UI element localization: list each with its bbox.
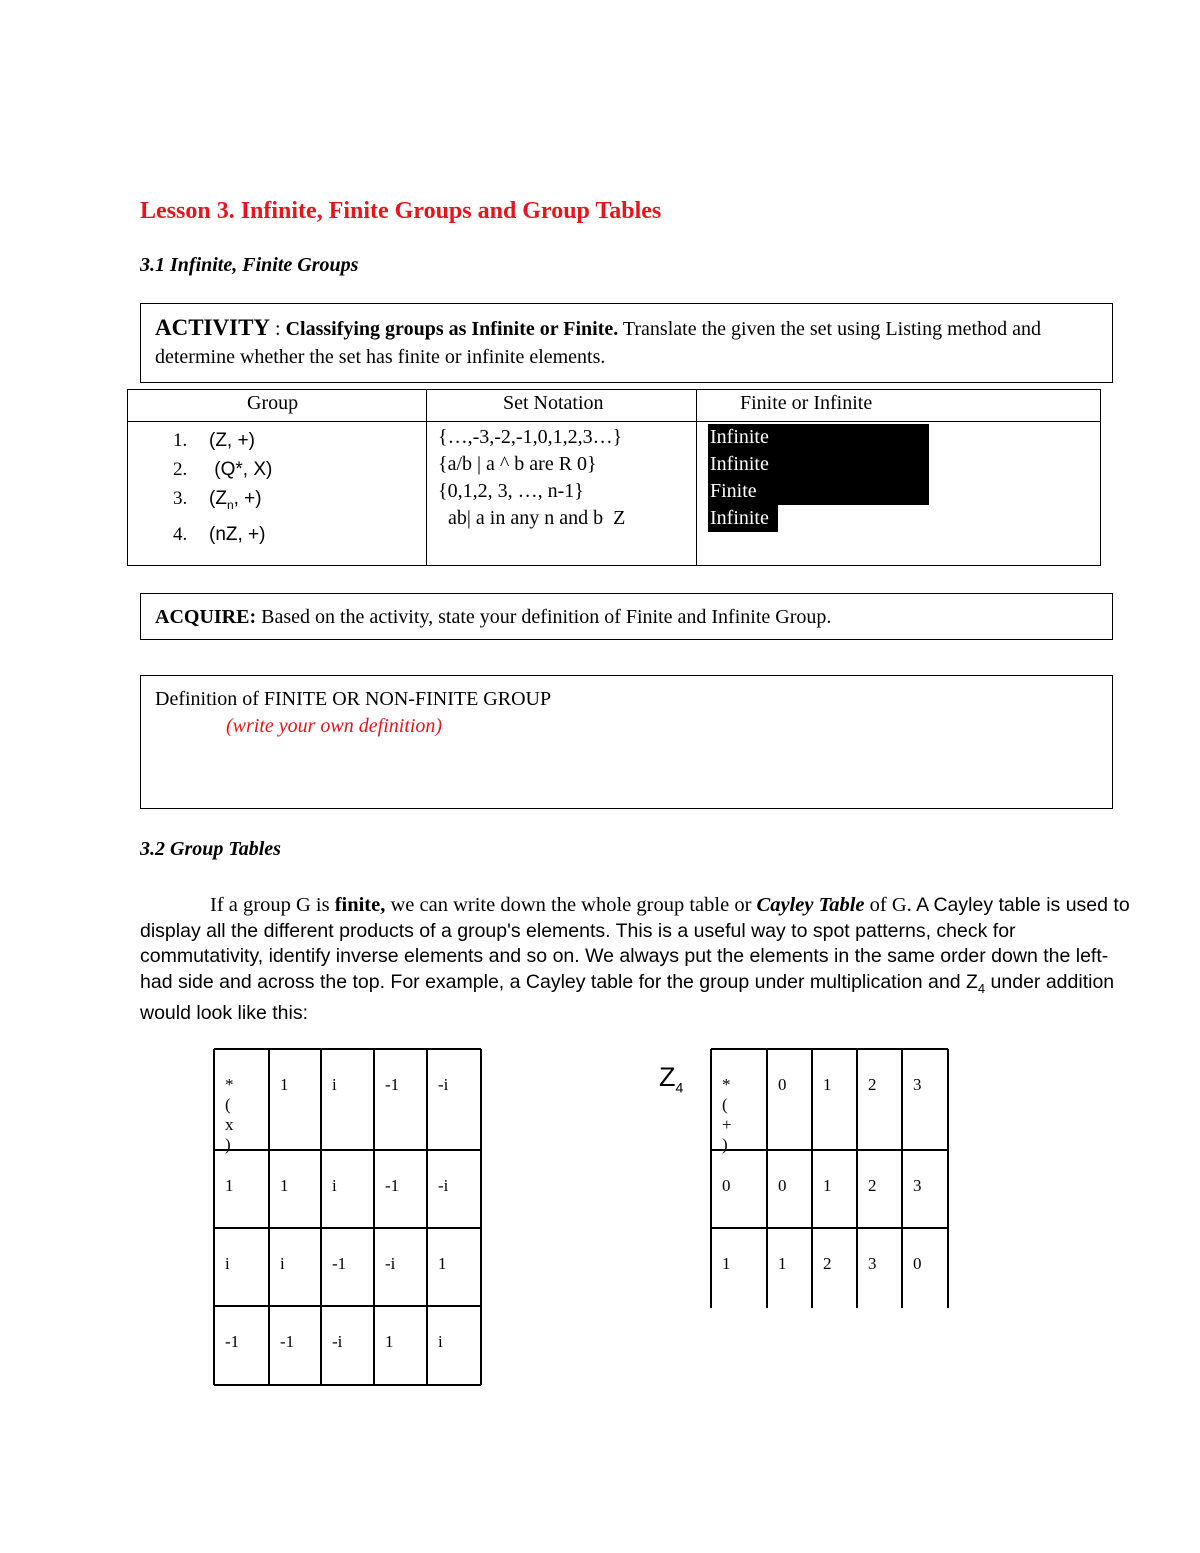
table-cell: -1 [385,1075,400,1094]
grid-line [711,1048,948,1050]
table-cell: 2 [823,1254,832,1273]
table-cell: i [438,1332,443,1351]
grid-line [214,1149,481,1151]
grid-line [426,1049,428,1385]
answer-highlight: Infinite [708,424,929,451]
grid-line [480,1049,482,1385]
table-cell: 1 [722,1254,731,1273]
grid-line [711,1227,948,1229]
list-item: 4. (nZ, +) [173,523,266,545]
answer-highlight: Finite [708,478,929,505]
table-cell: 3 [868,1254,877,1273]
table-cell: -i [438,1176,449,1195]
header-set-notation: Set Notation [503,392,604,414]
table-cell: -i [332,1332,343,1351]
table-cell: 1 [823,1075,832,1094]
z4-label: $Z_4$ [659,1062,684,1096]
table-cell: -1 [332,1254,347,1273]
table-cell: -1 [225,1332,240,1351]
cayley-table-z4 [711,1049,950,1309]
table-cell: -1 [385,1176,400,1195]
grid-line [901,1049,903,1308]
grid-line [213,1049,215,1385]
table-cell: *(+ ) [722,1075,732,1154]
table-cell: 3 [913,1176,922,1195]
grid-line [947,1049,949,1308]
table-cell: -i [385,1254,396,1273]
list-item: 2. (Q*, X) [173,459,273,480]
table-cell: 0 [778,1176,787,1195]
table-cell: 0 [722,1176,731,1195]
list-item: {0,1,2, 3, …, n-1} [438,480,584,502]
table-cell: 0 [913,1254,922,1273]
table-cell: i [332,1176,337,1195]
list-item: {a/b | a ^ b are R 0} [438,453,597,475]
grid-line [766,1049,768,1308]
table-divider [426,390,427,565]
table-cell: i [280,1254,285,1273]
answer-list [708,424,929,532]
grid-line [856,1049,858,1308]
list-item: {…,-3,-2,-1,0,1,2,3…} [438,426,623,448]
table-cell: 3 [913,1075,922,1094]
table-cell: -1 [280,1332,295,1351]
table-cell: 1 [280,1075,289,1094]
activity-box [140,303,1113,383]
table-cell: 1 [823,1176,832,1195]
group-classification-table [127,389,1101,566]
lesson-title: Lesson 3. Infinite, Finite Groups and Group Tables [140,198,662,224]
activity-bold-text: Classifying groups as Infinite or Finite. [285,318,619,340]
definition-title: Definition of FINITE OR NON-FINITE GROUP [155,688,552,710]
grid-line [373,1049,375,1385]
definition-hint: (write your own definition) [226,715,443,737]
acquire-text: Based on the activity, state your definition of Finite and Infinite Group. [256,606,832,628]
group-list [173,426,272,549]
grid-line [214,1048,481,1050]
section-heading-infinite-finite: 3.1 Infinite, Finite Groups [140,254,359,276]
list-item: ab| a in any n and b Z [438,507,626,529]
grid-line [320,1049,322,1385]
grid-line [214,1227,481,1229]
table-divider [696,390,697,565]
activity-label: ACTIVITY [155,315,271,340]
cayley-paragraph: If a group G is finite, we can write down the whole group table or Cayley Table of G. A Cayley table is used to display all the different products of a group's elements. This is a useful way to spot patterns, check for commutativity, identify inverse elements and so on. We always put the elements in the same order down the left-had side and across the top. For example, a Cayley table for the group under multiplication and $Z_4$ under addition would look like this: [140,894,1130,1024]
header-group: Group [247,392,299,414]
acquire-label: ACQUIRE: [155,606,257,628]
list-item: 1. (Z, +) [173,430,255,451]
table-cell: 1 [778,1254,787,1273]
table-cell: -i [438,1075,449,1094]
definition-box[interactable] [140,675,1113,809]
grid-line [268,1049,270,1385]
table-cell: 1 [438,1254,447,1273]
table-cell: i [332,1075,337,1094]
table-header-divider [128,421,1100,422]
table-cell: 1 [225,1176,234,1195]
set-notation-list [438,424,625,532]
grid-line [811,1049,813,1308]
list-item: 3. ($Z_n$, +) [173,488,262,512]
grid-line [214,1305,481,1307]
header-finite-or-infinite: Finite or Infinite [740,392,873,414]
activity-text: Translate the given the set using Listing method and determine whether the set has finite or infinite elements. [155,318,1041,368]
answer-highlight: Infinite [708,505,778,532]
table-cell: i [225,1254,230,1273]
grid-line [710,1049,712,1308]
grid-line [214,1384,481,1386]
grid-line [711,1149,948,1151]
table-cell: 1 [385,1332,394,1351]
section-heading-group-tables: 3.2 Group Tables [140,838,281,860]
table-cell: 1 [280,1176,289,1195]
table-cell: 2 [868,1176,877,1195]
table-cell: *(x ) [225,1075,234,1154]
table-cell: 0 [778,1075,787,1094]
table-cell: 2 [868,1075,877,1094]
acquire-box [140,593,1113,640]
activity-separator: : [270,318,286,340]
answer-highlight: Infinite [708,451,929,478]
cayley-table-multiplication [214,1049,482,1386]
